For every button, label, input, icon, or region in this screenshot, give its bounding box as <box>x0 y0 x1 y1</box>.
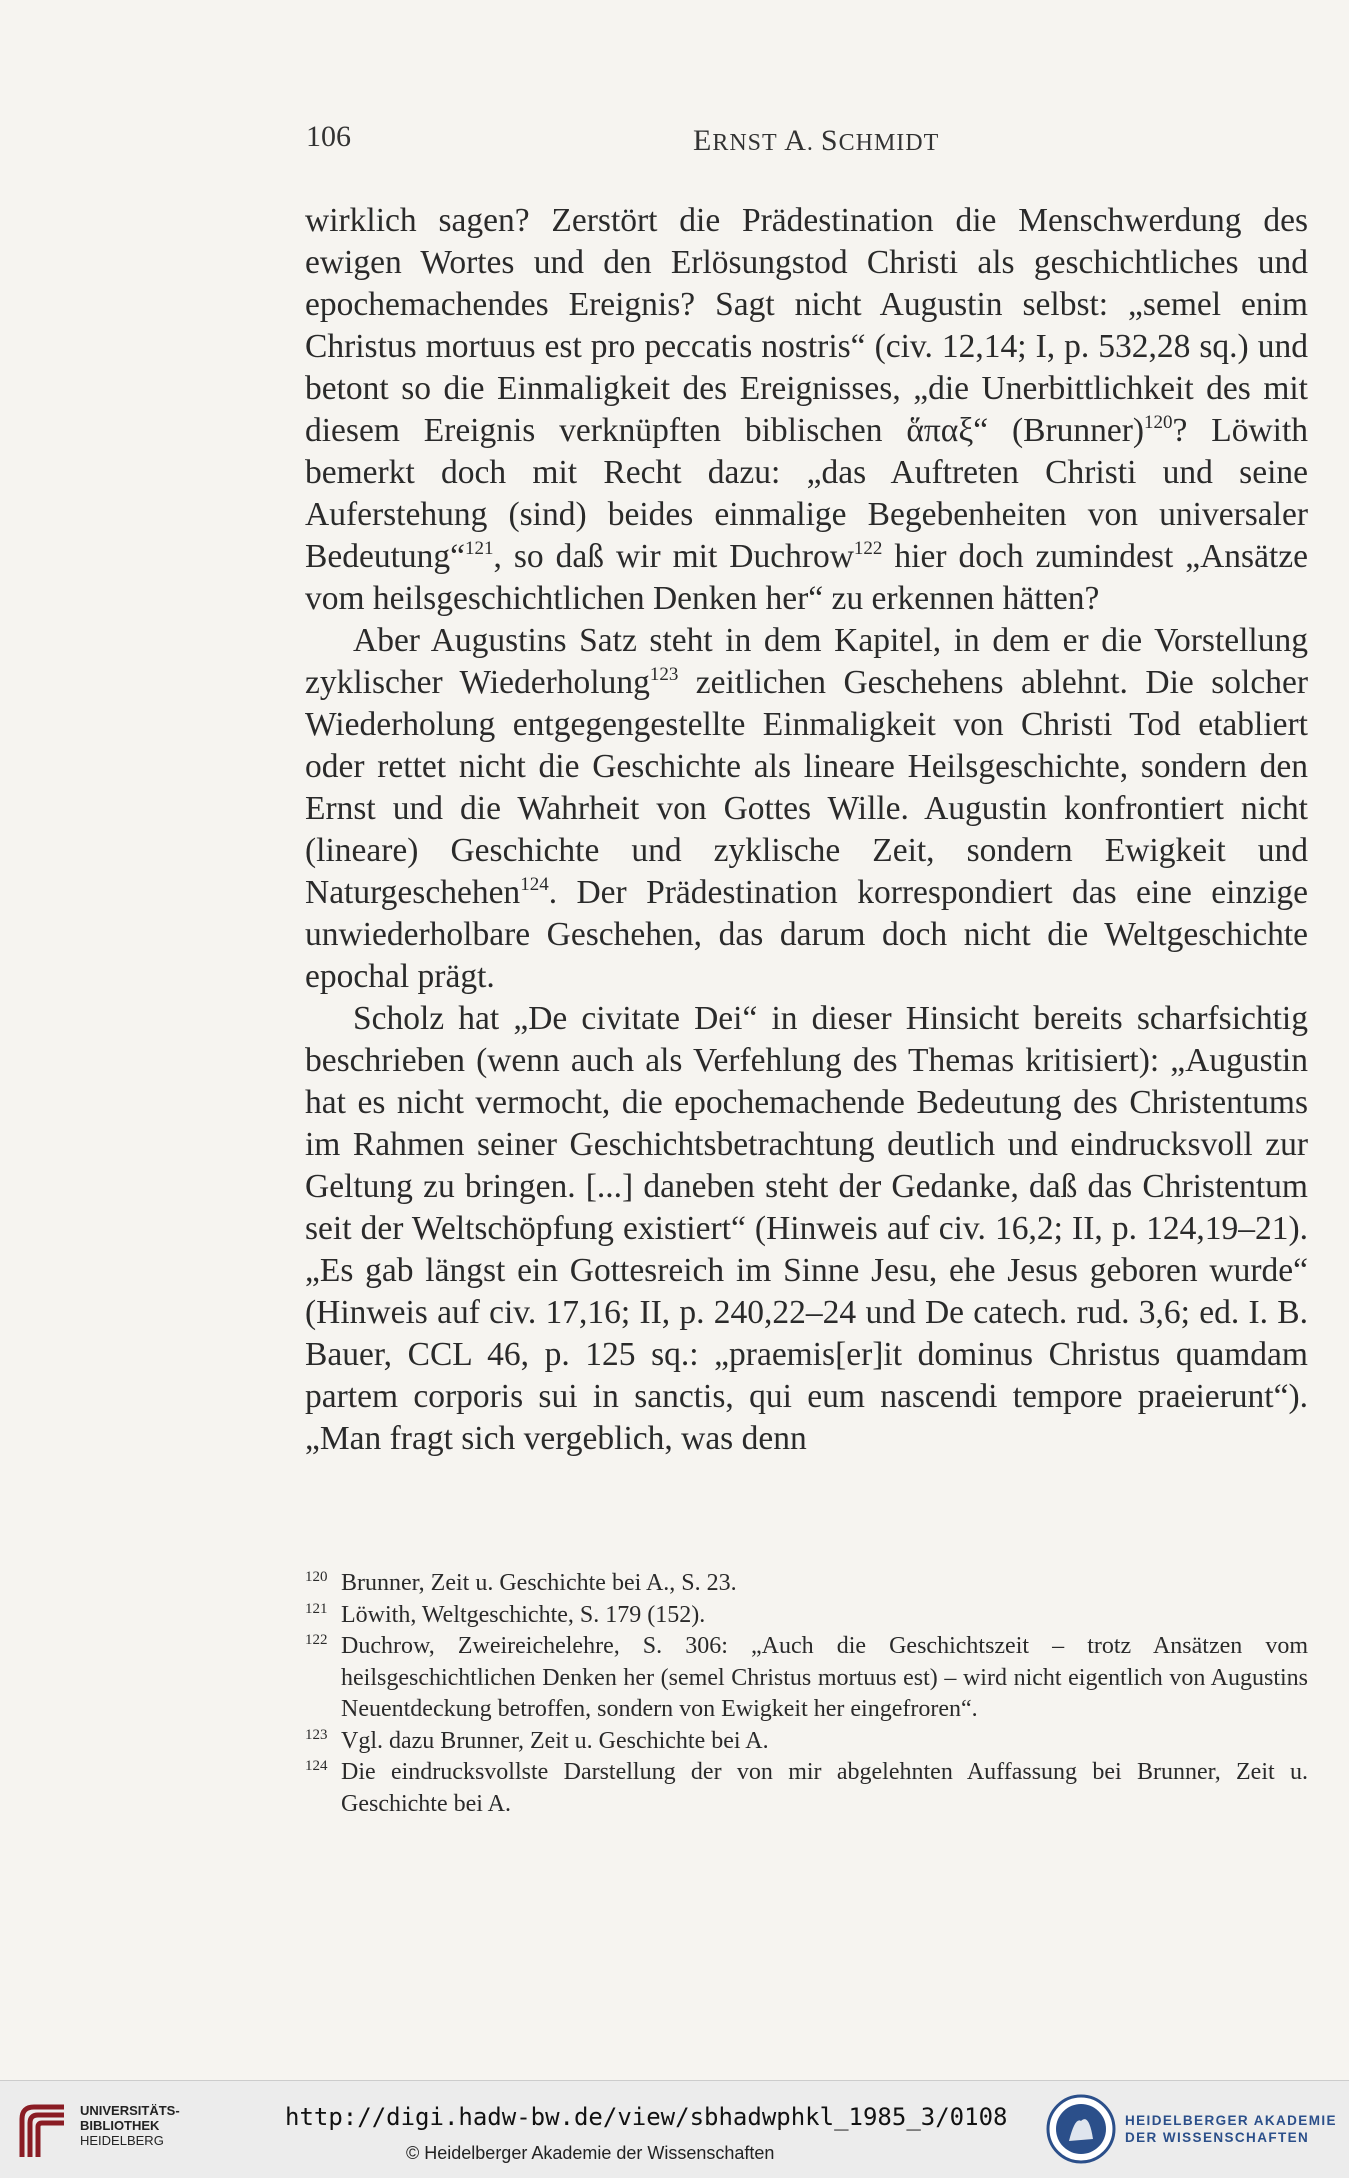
footnote <box>305 1568 1308 1600</box>
footnote-number: 121 <box>305 1600 328 1617</box>
footnote-text: Duchrow, Zweireichelehre, S. 306: „Auch die Geschichtszeit – trotz Ansätzen vom heilsgeschichtlichen Denken her (semel Christus mortuus est) – wird nicht eigentlich von Augustins Neuentdeckung betroffen, sondern von Ewigkeit her eingefroren“. <box>341 1633 1308 1722</box>
text-run: Aber Augustins Satz steht in dem Kapitel, in dem er die Vorstellung zyklischer Wiederholung <box>305 622 1308 701</box>
footnotes <box>305 1568 1308 1820</box>
paragraph <box>305 200 1308 620</box>
footnote-text: Brunner, Zeit u. Geschichte bei A., S. 23. <box>341 1570 737 1596</box>
footnote <box>305 1726 1308 1758</box>
academy-name: HEIDELBERGER AKADEMIE DER WISSENSCHAFTEN <box>1125 2113 1337 2145</box>
copyright-notice: © Heidelberger Akademie der Wissenschaften <box>406 2143 775 2163</box>
library-name: UNIVERSITÄTS- BIBLIOTHEK HEIDELBERG <box>80 2103 180 2148</box>
page-number: 106 <box>306 120 351 153</box>
footnote-marker: 124 <box>520 874 549 895</box>
text-run: Scholz hat „De civitate Dei“ in dieser Hinsicht bereits scharfsichtig beschrieben (wenn auch als Verfehlung des Themas kritisiert): „Augustin hat es nicht vermocht, die epochemachende Bedeutung des Christentums im Rahmen seiner Geschichtsbetrachtung deutlich und eindrucksvoll zur Geltung zu bringen. [...] daneben steht der Gedanke, daß das Christentum seit der Weltschöpfung existiert“ (Hinweis auf civ. 16,2; II, p. 124,19–21). „Es gab längst ein Gottesreich im Sinne Jesu, ehe Jesus geboren wurde“ (Hinweis auf civ. 17,16; II, p. 240,22–24 und De catech. rud. 3,6; ed. I. B. Bauer, CCL 46, p. 125 sq.: „praemis[er]it dominus Christus quamdam partem corporis sui in sanctis, qui eum nascendi tempore praeierunt“). „Man fragt sich vergeblich, was denn <box>305 1000 1308 1457</box>
text-run: . Der Prädestination korrespondiert das eine einzige unwiederholbare Geschehen, das darum doch nicht die Weltgeschichte epochal prägt. <box>305 874 1308 995</box>
text-run: ? Löwith bemerkt doch mit Recht dazu: „das Auftreten Christi und seine Auferstehung (sind) beides einmalige Begebenheiten von universaler Bedeutung“ <box>305 412 1308 575</box>
footnote-number: 120 <box>305 1569 328 1585</box>
footnote-number: 122 <box>305 1632 328 1648</box>
footer-bar <box>0 2080 1349 2178</box>
footnote <box>305 1631 1308 1726</box>
footnote-marker: 120 <box>1144 412 1173 433</box>
footnote-number: 123 <box>305 1726 328 1743</box>
footnote-number: 124 <box>305 1758 328 1774</box>
academy-seal-icon <box>1045 2093 1117 2165</box>
text-run: , so daß wir mit Duchrow <box>493 538 854 575</box>
footnote-text: Löwith, Weltgeschichte, S. 179 (152). <box>341 1601 706 1628</box>
running-title: ERNST A. SCHMIDT <box>693 124 940 157</box>
paragraph <box>305 998 1308 1460</box>
running-header <box>306 120 1299 160</box>
footnote-text: Die eindrucksvollste Darstellung der von mir abgelehnten Auffassung bei Brunner, Zeit u. Geschichte bei A. <box>341 1759 1308 1817</box>
text-run: hier doch zumindest „Ansätze vom heilsgeschichtlichen Denken her“ zu erkennen hätten? <box>305 538 1308 617</box>
footnote-text: Vgl. dazu Brunner, Zeit u. Geschichte bei A. <box>341 1727 769 1754</box>
footnote-marker: 122 <box>853 538 883 559</box>
paragraph <box>305 620 1308 998</box>
footnote-marker: 121 <box>465 538 494 559</box>
footnote <box>305 1600 1308 1632</box>
university-library-logo <box>14 2099 74 2161</box>
permalink[interactable]: http://digi.hadw-bw.de/view/sbhadwphkl_1985_3/0108 <box>285 2103 1008 2131</box>
text-run: wirklich sagen? Zerstört die Prädestination die Menschwerdung des ewigen Wortes und den Erlösungstod Christi als geschichtliches und epochemachendes Ereignis? Sagt nicht Augustin selbst: „semel enim Christus mortuus est pro peccatis nostris“ (civ. 12,14; I, p. 532,28 sq.) und betont so die Einmaligkeit des Ereignisses, „die Unerbittlichkeit des mit diesem Ereignis verknüpften biblischen ἅπαξ“ (Brunner) <box>305 202 1308 449</box>
footnote <box>305 1757 1308 1820</box>
footnote-marker: 123 <box>649 664 679 685</box>
text-run: zeitlichen Geschehens ablehnt. Die solcher Wiederholung entgegengestellte Einmaligkeit von Christi Tod etabliert oder rettet nicht die Geschichte als lineare Heilsgeschichte, sondern den Ernst und die Wahrheit von Gottes Wille. Augustin konfrontiert nicht (lineare) Geschichte und zyklische Zeit, sondern Ewigkeit und Naturgeschehen <box>305 664 1308 911</box>
main-text <box>305 200 1308 1460</box>
